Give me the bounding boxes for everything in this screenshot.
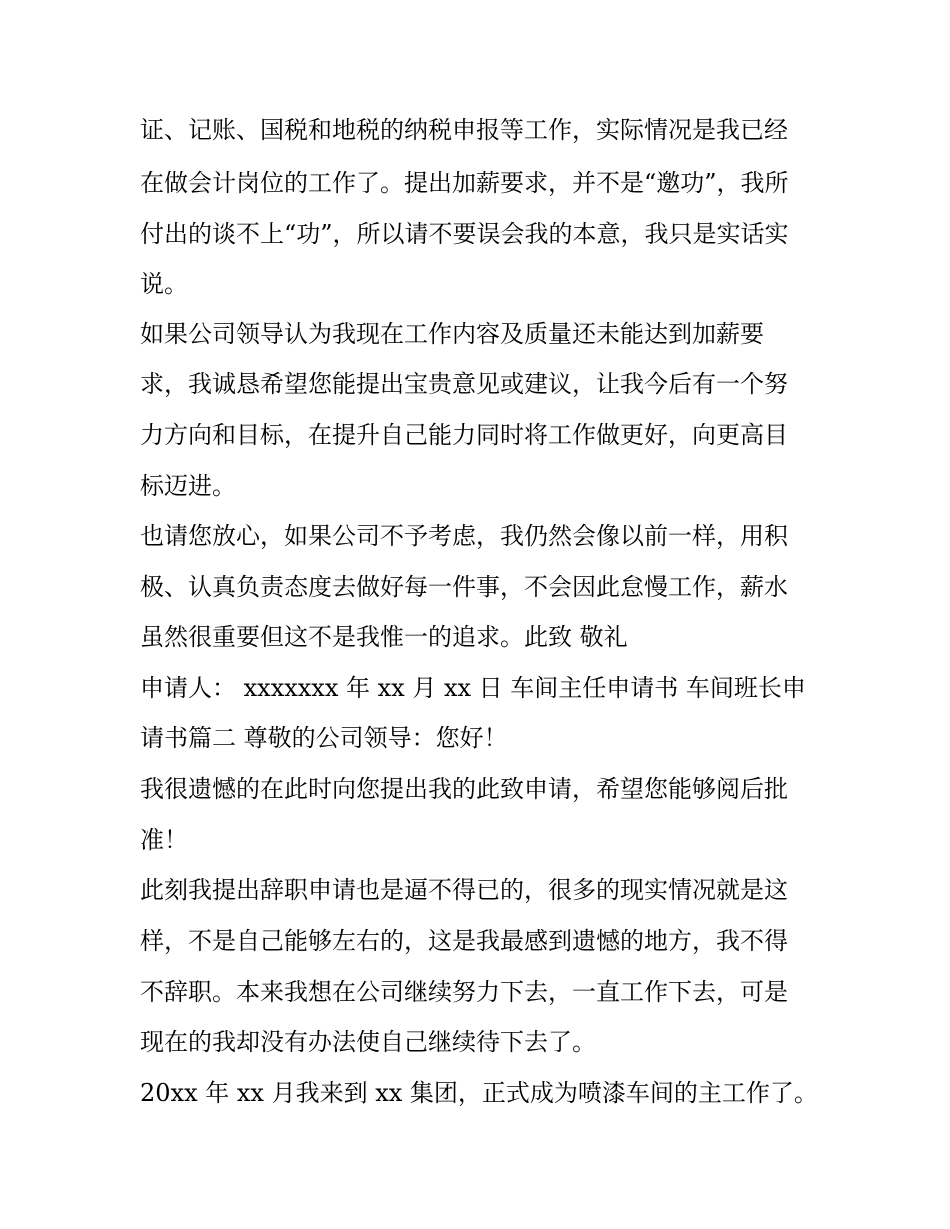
text-line: 我很遗憾的在此时向您提出我的此致申请，希望您能够阅后批 <box>140 775 788 803</box>
text-line: 极、认真负责态度去做好每一件事，不会因此怠慢工作，薪水 <box>140 573 788 601</box>
text-line: 现在的我却没有办法使自己继续待下去了。 <box>140 1028 596 1056</box>
text-line: 样，不是自己能够左右的，这是我最感到遗憾的地方，我不得 <box>140 927 788 955</box>
text-line: 力方向和目标，在提升自己能力同时将工作做更好，向更高目 <box>140 421 788 449</box>
text-line: 付出的谈不上“功”，所以请不要误会我的本意，我只是实话实 <box>140 220 789 248</box>
text-line: 也请您放心，如果公司不予考虑，我仍然会像以前一样，用积 <box>140 522 788 550</box>
text-line: 此刻我提出辞职申请也是逼不得已的，很多的现实情况就是这 <box>140 876 788 904</box>
text-line: 准！ <box>140 826 188 854</box>
text-line: 虽然很重要但这不是我惟一的追求。此致 敬礼 <box>140 623 628 651</box>
text-line: 证、记账、国税和地税的纳税申报等工作，实际情况是我已经 <box>140 116 788 144</box>
text-line: 20xx 年 xx 月我来到 xx 集团，正式成为喷漆车间的主工作了。 <box>140 1079 818 1107</box>
text-line: 申请人： xxxxxxx 年 xx 月 xx 日 车间主任申请书 车间班长申 <box>140 674 806 702</box>
text-line: 不辞职。本来我想在公司继续努力下去，一直工作下去，可是 <box>140 978 788 1006</box>
text-line: 求，我诚恳希望您能提出宝贵意见或建议，让我今后有一个努 <box>140 370 788 398</box>
text-line: 说。 <box>140 270 188 298</box>
text-line: 如果公司领导认为我现在工作内容及质量还未能达到加薪要 <box>140 320 764 348</box>
text-line: 标迈进。 <box>140 472 236 500</box>
text-line: 在做会计岗位的工作了。提出加薪要求，并不是“邀功”，我所 <box>140 169 789 197</box>
text-line: 请书篇二 尊敬的公司领导：您好！ <box>140 724 508 752</box>
